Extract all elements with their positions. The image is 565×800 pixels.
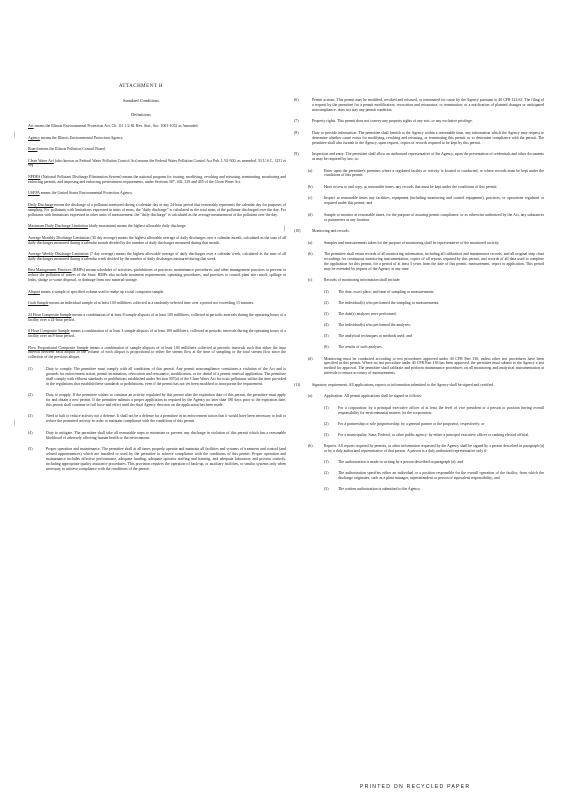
left-column — [28, 124, 286, 478]
margin-revision-mark: | — [14, 132, 16, 138]
item-text: The permittee shall retain records of all monitoring information, including all calibration and maintenance records, and all original strip chart recordings for continuous monitoring instrumentation, copies of all reports required by this permit, and records of all data used to complete the application for this permit, for a period of at least 3 years from the date of this permit, measurement, report or application. This period may be extended by request of the Agency at any time. — [324, 252, 544, 271]
item-text: The individual(s) who performed the sampling or measurements; — [338, 301, 440, 306]
item-number: (b) — [308, 252, 313, 257]
condition-text: Signatory requirement. All applications, reports or information submitted to the Agency shall be signed and certified. — [312, 382, 495, 387]
definitions-title: Definitions — [131, 112, 151, 117]
attachment-title: ATTACHMENT H — [118, 84, 164, 89]
definition-text: (BMPs) means schedules of activities, prohibitions of practices, maintenance procedures, and other management practices to prevent or reduce the pollution of waters of the State. BMPs also include treatment requirements, operating procedures, and practices to control plant site runoff, spillage or leaks, sludge or waste disposal, or drainage from raw material storage. — [28, 268, 286, 283]
item-text: Inspect at reasonable times any facilities, equipment (including monitoring and control equipment), practices, or operations regulated or required under this permit; and — [324, 196, 544, 206]
definition-term: 8 Hour Composite Sample — [28, 329, 70, 334]
record-item — [324, 334, 544, 339]
monitoring-items-list — [294, 241, 544, 284]
item-number: (2) — [28, 393, 33, 398]
standard-condition — [294, 131, 544, 146]
record-item — [324, 312, 544, 317]
item-number: (8) — [294, 130, 299, 135]
standard-condition — [28, 367, 286, 387]
standard-condition — [28, 431, 286, 441]
signatory-b-item — [324, 487, 544, 492]
right-conditions-list — [294, 98, 544, 162]
item-number: (2) — [324, 301, 329, 306]
item-text: Records of monitoring information shall include: — [324, 278, 401, 283]
definition-text: (7 day average) means the highest allowable average of daily discharges over a calendar week, calculated as the sum of all daily discharges measured during a calendar week divided by the number of daily discharges measured during that week. — [28, 252, 286, 261]
definition-text: means a combination of at least 8 sample aliquots of at least 100 milliliters, collected at periodic intervals during the operating hours of a facility over a 24-hour period. — [28, 312, 286, 322]
item-number: (c) — [308, 278, 313, 283]
recycled-paper-footer: PRINTED ON RECYCLED PAPER — [360, 784, 471, 790]
definitions-list — [28, 124, 286, 360]
item-number: (c) — [308, 196, 313, 201]
item-text: Duty to mitigate. The permittee shall take all reasonable steps to minimize or prevent any discharge in violation of this permit which has a reasonable likelihood of adversely affecting human health or the environment. — [46, 430, 286, 440]
item-text: The individual(s) who performed the analyses; — [338, 323, 411, 328]
record-item — [324, 323, 544, 328]
signatory-a-item — [324, 406, 544, 416]
definition-term: Clean Water Act — [28, 158, 54, 163]
definition-entry — [28, 147, 286, 152]
definition-term: Best Management Practices — [28, 268, 72, 273]
item-number: (3) — [324, 312, 329, 317]
inspection-item — [308, 185, 544, 190]
definition-text: means the United States Environmental Protection Agency. — [40, 191, 133, 196]
left-conditions-list — [28, 367, 286, 472]
definition-text: means a sample of specified volume used to make up a total composite sample. — [40, 289, 165, 294]
item-text: Application. All permit applications shall be signed as follows: — [324, 394, 423, 399]
monitoring-item — [308, 278, 544, 283]
standard-conditions-title: Standard Conditions — [123, 98, 159, 103]
item-text: Proper operation and maintenance. The permittee shall at all times properly operate and maintain all facilities and systems of treatment and control (and related appurtenances) which are installed or used by the permittee to achieve compliance with the conditions of this permit. Proper operation and maintenance includes effective performance, adequate funding, adequate operator staffing and training, and adequate laboratory and process controls, including appropriate quality assurance procedures. This provision requires the operation of back-up, or auxiliary facilities, or similar systems only when necessary to achieve compliance with the conditions of the permit. — [46, 447, 286, 471]
item-text: The written authorization is submitted to the Agency. — [338, 487, 421, 492]
item-number: (b) — [308, 184, 313, 189]
definition-text: (30 day average) means the highest allowable average of daily discharges over a calendar month, calculated as the sum of all daily discharges measured during a calendar month divided by the number of daily discharges measured during that month. — [28, 235, 286, 245]
definition-text: (also known as Federal Water Pollution Control Act) means the Federal Water Pollution Control Act Pub. L 92-500, as amended. 33 U.S.C. 1251 et seq. — [28, 158, 287, 168]
item-text: The results of such analyses. — [338, 345, 383, 350]
definition-entry — [28, 124, 286, 129]
definition-term: Maximum Daily Discharge Limitation — [28, 224, 88, 229]
item-text: The authorization is made in writing by a person described in paragraph (a); and — [338, 460, 463, 465]
item-number: (2) — [324, 471, 329, 476]
item-number: (b) — [308, 443, 313, 448]
standard-condition — [28, 447, 286, 472]
definition-entry — [28, 236, 286, 246]
definition-term: USEPA — [28, 191, 40, 196]
signatory-b-item — [324, 460, 544, 465]
item-number: (3) — [28, 414, 33, 419]
signatory-item-a — [308, 394, 544, 399]
item-text: Need to halt or reduce activity not a defense. It shall not be a defense for a permittee in an enforcement action that it would have been necessary to halt or reduce the permitted activity in order to maintain compliance with the conditions of this permit. — [46, 414, 286, 424]
record-items-list — [294, 290, 544, 350]
item-text: Monitoring must be conducted according to test procedures approved under 40 CFR Part 136, unless other test procedures have been specified in this permit. Where no test procedure under 40 CFR Part 136 has been approved, the permittee must submit to the Agency a test method for approval. The permittee shall calibrate and perform maintenance procedures on all monitoring and analytical instrumentation at intervals to ensure accuracy of measurements. — [324, 356, 544, 376]
item-number: (5) — [28, 447, 33, 452]
item-text: The authorization specifies either an individual or a position responsible for the overall operation of the facility, from which the discharge originates, such as a plant manager, superintendent or person of equivalent responsibility; and — [338, 471, 544, 481]
monitoring-item-d — [308, 357, 544, 377]
definition-entry — [28, 301, 286, 306]
item-number: (a) — [308, 168, 313, 173]
definition-entry — [28, 268, 286, 283]
inspection-item — [308, 196, 544, 206]
signatory-item-b — [308, 444, 544, 454]
condition-number: (11) — [294, 382, 301, 387]
margin-revision-mark: | — [284, 226, 286, 232]
monitoring-item — [308, 252, 544, 272]
definition-term: Daily Discharge — [28, 202, 54, 207]
definition-entry — [28, 346, 286, 361]
item-number: (2) — [324, 421, 329, 426]
definition-text: means the Illinois Pollution Control Board. — [38, 147, 106, 151]
definition-entry — [28, 313, 286, 323]
item-number: (6) — [324, 345, 329, 350]
inspection-item — [308, 213, 544, 223]
definition-term: Flow Proportional Composite Sample — [28, 345, 89, 350]
signatory-a-item — [324, 433, 544, 438]
margin-revision-mark: | — [14, 420, 16, 426]
definition-text: means a combination of sample aliquots of at least 100 milliliters collected at periodic intervals such that either the time interval between each aliquot or the volume of each aliquot is proportional to either the stream flow at the time of sampling or the total stream flow since the collection of the previous aliquot. — [28, 345, 286, 360]
definition-term: NPDES — [28, 174, 41, 179]
signatory-b-item — [324, 471, 544, 481]
item-text: Have access to and copy, at reasonable times, any records that must be kept under the conditions of this permit; — [324, 184, 498, 189]
standard-condition — [294, 152, 544, 162]
monitoring-item — [308, 241, 544, 246]
definition-entry — [28, 159, 286, 169]
definition-term: Average Weekly Discharge Limitation — [28, 252, 89, 257]
item-number: (5) — [324, 334, 329, 339]
definition-term: Aliquot — [28, 289, 40, 294]
definition-text: means an individual sample of at least 100 milliliters collected at a randomly-selected time over a period not exceeding 15 minutes. — [49, 301, 255, 306]
definition-entry — [28, 175, 286, 185]
definition-text: (National Pollutant Discharge Elimination System) means the national program for issuing, modifying, revoking and reissuing, terminating, monitoring and enforcing permits, and imposing and enforcing pretreatment requirements, under Sections 307, 402, 318 and 405 of the Clean Water Act. — [28, 174, 286, 184]
definition-entry — [28, 252, 286, 262]
definition-entry — [28, 329, 286, 339]
standard-condition — [294, 98, 544, 113]
standard-condition — [28, 393, 286, 408]
item-number: (4) — [324, 323, 329, 328]
item-number: (a) — [308, 240, 313, 245]
item-text: Duty to reapply. If the permittee wishes to continue an activity regulated by this permit after the expiration date of this permit, the permittee must apply for and obtain a new permit. If the permittee submits a proper application as required by the Agency no later than 180 days prior to the expiration date, this permit shall continue in full force and effect until the final Agency decision on the application has been made. — [46, 393, 286, 407]
item-number: (1) — [324, 460, 329, 465]
definition-term: 24 Hour Composite Sample — [28, 312, 72, 317]
signatory-a-item — [324, 422, 544, 427]
definition-text: means the discharge of a pollutant measured during a calendar day or any 24-hour period that reasonably represents the calendar day for purposes of sampling. For pollutants with limitations expressed in units of mass, the "daily discharge" is calculated as the total mass of the pollutant discharged over the day. For pollutants with limitations expressed in other units of measurement, the "daily discharge" is calculated as the average measurement of the pollutant over the day. — [28, 202, 286, 217]
item-number: (1) — [28, 366, 33, 371]
standard-condition — [294, 119, 544, 124]
item-text: Enter upon the permittee's premises where a regulated facility or activity is located or conducted, or where records must be kept under the conditions of this permit; — [324, 168, 544, 178]
item-text: Duty to comply. The permittee must comply with all conditions of this permit. Any permit noncompliance constitutes a violation of the Act and is grounds for enforcement action, permit termination, revocation and reissuance, modification, or for denial of a permit renewal application. The permittee shall comply with effluent standards or prohibitions established under Section 307(a) of the Clean Water Act for toxic pollutants within the time provided in the regulations that establish these standards or prohibitions, even if the permit has not yet been modified to incorporate the requirement. — [46, 366, 286, 386]
definition-entry — [28, 136, 286, 141]
definition-term: Board — [28, 147, 38, 151]
item-number: (d) — [308, 212, 313, 217]
record-item — [324, 301, 544, 306]
definition-entry — [28, 290, 286, 295]
definition-term: Agency — [28, 135, 41, 140]
item-text: For a corporation: by a principal executive officer of at least the level of vice president or a person or position having overall responsibility for environmental matters for the corporation; — [338, 405, 544, 415]
inspection-items-list — [294, 169, 544, 223]
item-number: (6) — [294, 98, 299, 102]
item-text: Duty to provide information. The permittee shall furnish to the Agency within a reasonable time, any information which the Agency may request to determine whether cause exists for modifying, revoking and reissuing, or terminating this permit, or to determine compliance with the permit. The permittee shall also furnish to the Agency, upon request, copies of records required to be kept by this permit. — [312, 130, 544, 145]
item-text: Property rights. This permit does not convey any property rights of any sort, or any exclusive privilege. — [312, 119, 473, 124]
definition-text: means a combination of at least 3 sample aliquots of at least 100 milliliters, collected at periodic intervals during the operating hours of a facility over an 8-hour period. — [28, 329, 286, 339]
signatory-b-items-list — [294, 460, 544, 492]
definition-entry — [28, 191, 286, 196]
item-number: (4) — [28, 430, 33, 435]
item-number: (1) — [324, 289, 329, 294]
item-text: For a municipality, State, Federal, or other public agency: by either a principal executive officer or ranking elected official. — [338, 432, 530, 437]
item-text: Sample or monitor at reasonable times, for the purpose of assuring permit compliance, or as otherwise authorized by the Act, any substances or parameters at any location. — [324, 212, 544, 222]
item-number: (3) — [324, 432, 329, 437]
item-text: The analytical techniques or methods used; and — [338, 334, 412, 339]
item-number: (a) — [308, 394, 313, 399]
signatory-a-items-list — [294, 406, 544, 438]
definition-text: means the Illinois Environmental Protection Agency. — [41, 135, 124, 140]
standard-condition — [28, 414, 286, 424]
item-number: (9) — [294, 152, 299, 157]
right-column — [294, 98, 544, 499]
definition-text: means the Illinois Environmental Protection Act, Ch. 111 1/2 Ill. Rev. Stat., Sec. 1001-1052 as Amended. — [34, 124, 199, 128]
definition-entry — [28, 224, 286, 229]
item-number: (3) — [324, 487, 329, 492]
definition-entry — [28, 203, 286, 218]
item-text: For a partnership or sole proprietorship: by a general partner or the proprietor, respectively; or — [338, 421, 485, 426]
item-text: The date(s) analyses were performed; — [338, 312, 397, 317]
record-item — [324, 345, 544, 350]
definition-term: Act — [28, 124, 34, 128]
definition-text: (daily maximum) means the highest allowable daily discharge. — [88, 224, 187, 229]
record-item — [324, 290, 544, 295]
item-number: (1) — [324, 405, 329, 410]
item-text: Samples and measurements taken for the purpose of monitoring shall be representative of the monitored activity. — [324, 240, 500, 245]
signatory-condition — [294, 383, 544, 388]
monitoring-heading — [294, 229, 544, 234]
item-number: (d) — [308, 356, 313, 361]
item-text: Reports. All reports required by permits, or other information requested by the Agency shall be signed by a person described in paragraph (a) or by a duly authorized representative of that person. A person is a duly authorized representative only if: — [324, 443, 544, 453]
condition-heading-text: Monitoring and records. — [312, 229, 350, 234]
item-text: The date, exact place, and time of sampling or measurements; — [338, 289, 435, 294]
inspection-item — [308, 169, 544, 179]
item-text: Permit actions. This permit may be modified, revoked and reissued, or terminated for cause by the Agency pursuant to 40 CFR 122.62. The filing of a request by the permittee for a permit modification, revocation and reissuance, or termination, or a notification of planned changes or anticipated noncompliance, does not stay any permit condition. — [312, 98, 544, 112]
condition-number: (10) — [294, 229, 301, 234]
item-text: Inspection and entry. The permittee shall allow an authorized representative of the Agency, upon the presentation of credentials and other documents as may be required by law, to: — [312, 152, 544, 162]
definition-term: Average Monthly Discharge Limitation — [28, 235, 90, 240]
definition-term: Grab Sample — [28, 301, 49, 306]
item-number: (7) — [294, 119, 299, 124]
